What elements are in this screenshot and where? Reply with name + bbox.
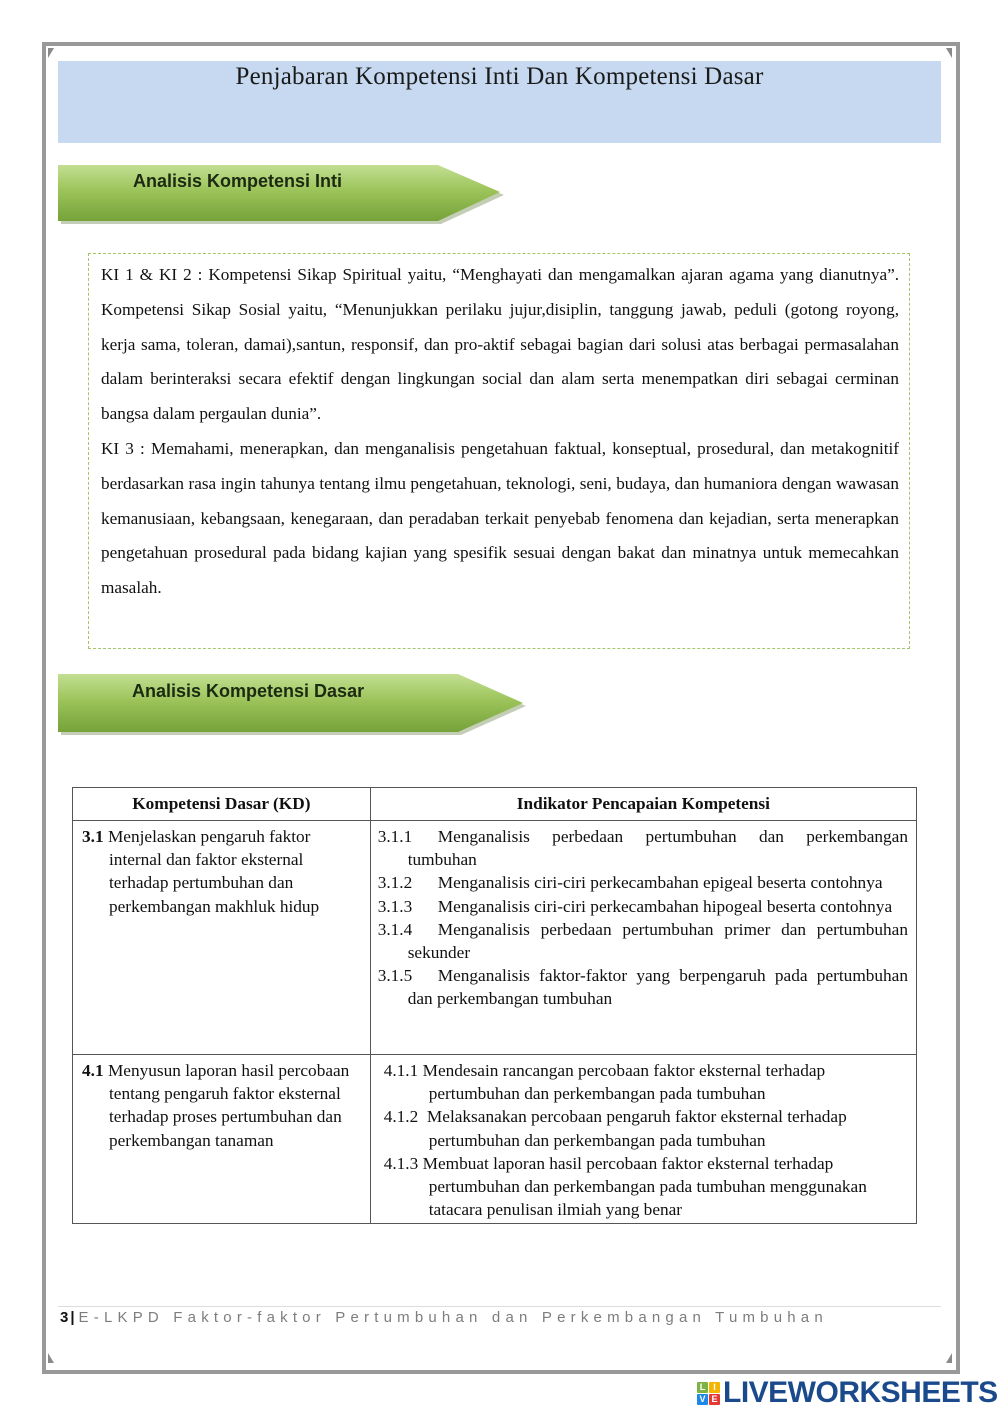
table-header-row	[73, 788, 917, 821]
corner-mark-icon	[48, 1353, 54, 1363]
kd-cell	[73, 821, 371, 1055]
column-header-kd: Kompetensi Dasar (KD)	[73, 788, 371, 821]
section-heading-ki	[58, 163, 508, 221]
page-number: 3	[60, 1309, 69, 1326]
indicator-item: 3.1.5 Menganalisis faktor-faktor yang berpengaruh pada pertumbuhan dan perkembangan tumbuhan	[377, 966, 908, 1009]
footer-text: E-LKPD Faktor-faktor Pertumbuhan dan Perkembangan Tumbuhan	[78, 1309, 828, 1326]
live-logo-icon: L I V E	[697, 1382, 720, 1405]
section-heading-label: Analisis Kompetensi Inti	[133, 171, 343, 191]
page-footer	[60, 1309, 828, 1326]
corner-mark-icon	[946, 1353, 952, 1363]
kd-item	[82, 1059, 362, 1152]
indicator-item: 4.1.1 Mendesain rancangan percobaan faktor eksternal terhadap pertumbuhan dan perkembangan pada tumbuhan	[383, 1061, 826, 1104]
indicator-item: 3.1.3 Menganalisis ciri-ciri perkecambahan hipogeal beserta contohnya	[377, 896, 893, 916]
ki-content-box	[88, 253, 910, 649]
section-heading-kd	[58, 673, 528, 731]
table-row	[73, 821, 917, 1055]
title-band	[58, 61, 941, 143]
page-title: Penjabaran Kompetensi Inti Dan Kompetensi Dasar	[235, 63, 764, 90]
column-header-indicator: Indikator Pencapaian Kompetensi	[370, 788, 916, 821]
kd-number: 4.1	[82, 1061, 104, 1080]
indicator-cell	[370, 1055, 916, 1224]
kd-text: Menjelaskan pengaruh faktor internal dan faktor eksternal terhadap pertumbuhan dan perkembangan makhluk hidup	[107, 827, 320, 916]
ki-paragraph-2: KI 3 : Memahami, menerapkan, dan menganalisis pengetahuan faktual, konseptual, prosedural, dan metakognitif berdasarkan rasa ingin tahunya tentang ilmu pengetahuan, teknologi, seni, budaya, dan humaniora dengan wawasan kemanusiaan, kebangsaan, kenegaraan, dan peradaban terkait penyebab fenomena dan kejadian, serta menerapkan pengetahuan prosedural pada bidang kajian yang spesifik sesuai dengan bakat dan minatnya untuk memecahkan masalah.	[101, 439, 899, 598]
section-heading-label: Analisis Kompetensi Dasar	[132, 681, 365, 701]
indicator-item: 3.1.4 Menganalisis perbedaan pertumbuhan primer dan pertumbuhan sekunder	[377, 919, 908, 963]
brand-wordmark: LIVEWORKSHEETS	[723, 1376, 998, 1409]
liveworksheets-brand[interactable]	[697, 1377, 998, 1409]
kd-table	[72, 787, 917, 1224]
indicator-cell	[370, 821, 916, 1055]
ki-paragraph-1: KI 1 & KI 2 : Kompetensi Sikap Spiritual yaitu, “Menghayati dan mengamalkan ajaran agama yang dianutnya”. Kompetensi Sikap Sosial yaitu, “Menunjukkan perilaku jujur,disiplin, tanggung jawab, peduli (gotong royong, kerja sama, toleran, damai),santun, responsif, dan pro-aktif sebagai bagian dari solusi atas berbagai permasalahan dalam berinteraksi secara efektif dengan lingkungan social dan alam serta menempatkan diri sebagai cerminan bangsa dalam pergaulan dunia”.	[101, 265, 899, 424]
footer-divider	[58, 1306, 941, 1307]
table-row	[73, 1055, 917, 1224]
kd-number: 3.1	[82, 827, 104, 846]
footer-separator: |	[70, 1309, 75, 1326]
indicator-item: 4.1.3 Membuat laporan hasil percobaan faktor eksternal terhadap pertumbuhan dan perkembangan pada tumbuhan menggunakan tatacara penulisan ilmiah yang benar	[383, 1153, 867, 1220]
corner-mark-icon	[946, 48, 952, 58]
kd-cell	[73, 1055, 371, 1224]
indicator-item: 3.1.2 Menganalisis ciri-ciri perkecambahan epigeal beserta contohnya	[377, 873, 883, 893]
corner-mark-icon	[48, 48, 54, 58]
kd-item	[82, 825, 362, 918]
kd-text: Menyusun laporan hasil percobaan tentang pengaruh faktor eksternal terhadap proses pertumbuhan dan perkembangan tanaman	[107, 1061, 350, 1150]
indicator-item: 3.1.1 Menganalisis perbedaan pertumbuhan dan perkembangan tumbuhan	[377, 827, 908, 870]
indicator-item: 4.1.2 Melaksanakan percobaan pengaruh faktor eksternal terhadap pertumbuhan dan perkembangan pada tumbuhan	[383, 1107, 847, 1150]
